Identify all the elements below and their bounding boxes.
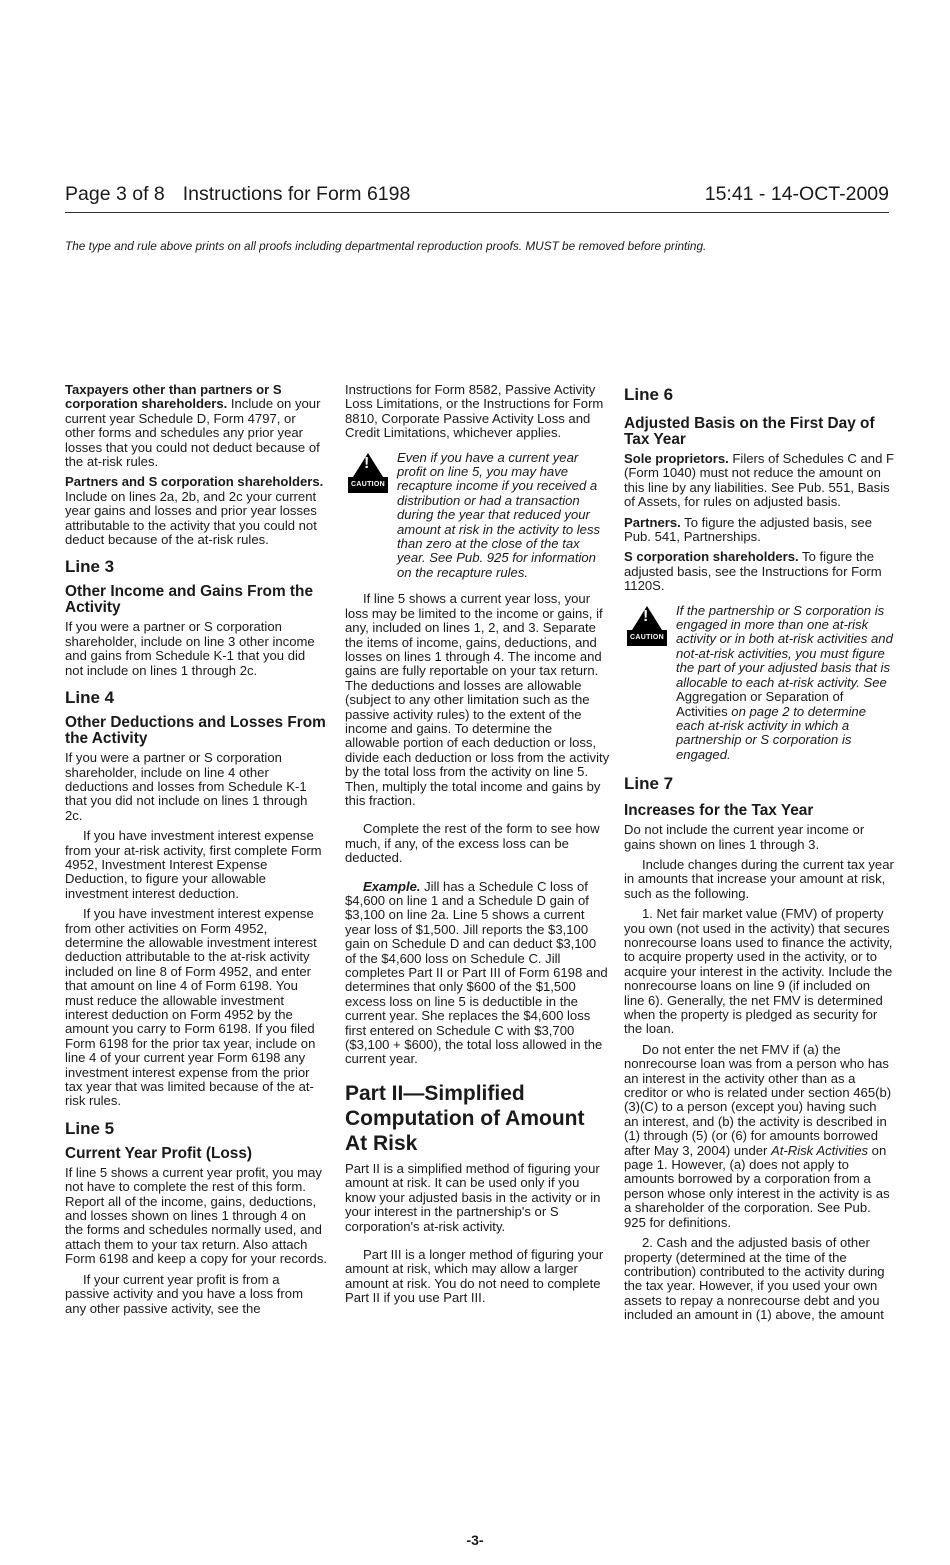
paragraph bbox=[624, 1043, 894, 1230]
heading-line-7: Line 7 bbox=[624, 774, 674, 794]
column-2 bbox=[345, 383, 610, 1312]
bold-lead: Sole proprietors. bbox=[624, 451, 729, 466]
caution-text: Even if you have a current year profit on line 5, you may have recapture income if you received a distribution or had a transaction during the year that reduced your amount at risk in the activity to less than zero at the close of the tax year. See Pub. 925 for information on the recapture rules. bbox=[397, 449, 601, 580]
text: on page 1. However, (a) does not apply to amounts borrowed by a corporation from a person whose only interest in the activity is as a shareholder of the corporation. See Pub. 925 for definitions. bbox=[624, 1142, 890, 1230]
paragraph bbox=[624, 452, 894, 510]
page-number: -3- bbox=[466, 1532, 484, 1548]
paragraph: 1. Net fair market value (FMV) of property you own (not used in the activity) that secures nonrecourse loans used to finance the activity, to acquire property used in the activity, or to acquire your interest in the activity. Include the nonrecourse loans on line 9 (if included on line 6). Generally, the net FMV is determined when the property is pledged as security for the loan. bbox=[624, 906, 893, 1037]
subheading-line-5: Current Year Profit (Loss) bbox=[65, 1144, 253, 1162]
text: To figure the adjusted basis, see Pub. 541, Partnerships. bbox=[624, 514, 872, 545]
text: Jill has a Schedule C loss of $4,600 on line 1 and a Schedule D gain of $3,100 on line 2a. Line 5 shows a current year loss of $1,500. Jill reports the $3,100 gain on Schedule D and can deduct $3,100 of the $4,600 loss on Schedule C. Jill completes Part II or Part III of Form 6198 and determines that only $600 of the $1,500 excess loss on line 5 is deductible in the current year. She replaces the $4,600 loss first entered on Schedule C with $3,700 ($3,100 + $600), the total loss allowed in the current year. bbox=[345, 878, 608, 1067]
heading-line-6: Line 6 bbox=[624, 385, 674, 404]
paragraph: Instructions for Form 8582, Passive Activity Loss Limitations, or the Instructions for Form 8810, Corporate Passive Activity Loss and Credit Limitations, whichever applies. bbox=[345, 382, 604, 441]
text: To figure the adjusted basis, see the Instructions for Form 1120S. bbox=[624, 549, 882, 594]
paragraph: If line 5 shows a current year loss, your loss may be limited to the income or gains, if any, included on lines 1, 2, and 3. Separate the items of income, gains, deductions, and losses on lines 1 through 4. The income and gains are fully reportable on your tax return. The deductions and losses are allowable (subject to any other limitation such as the passive activity rules) to the extent of the income and gains. To determine the allowable portion of each deduction or loss, divide each deduction or loss from the activity by the total loss from the activity on line 5. Then, multiply the total income and gains by this fraction. bbox=[345, 591, 610, 808]
text: Aggregation or Separation of Activities bbox=[676, 689, 844, 719]
paragraph bbox=[624, 516, 894, 545]
example-label: Example. bbox=[363, 878, 421, 894]
paragraph: 2. Cash and the adjusted basis of other property (determined at the time of the contribution) contributed to the activity during the tax year. However, if you used your own assets to repay a nonrecourse debt and you included an amount in (1) above, the amount bbox=[624, 1235, 885, 1323]
paragraph bbox=[65, 475, 327, 547]
caution-box bbox=[345, 451, 610, 581]
subheading-line-4: Other Deductions and Losses From the Activity bbox=[65, 714, 326, 748]
paragraph: If you have investment interest expense from other activities on Form 4952, determine the allowable investment interest deduction attributable to the at-risk activity included on line 8 of Form 4952, and enter that amount on line 4 of Form 6198. You must reduce the allowable investment interest deduction on Form 4952 by the amount you carry to Form 6198. If you filed Form 6198 for the prior tax year, include on line 4 of your current year Form 6198 any investment interest expense from the prior tax year that was limited because of the at-risk rules. bbox=[65, 906, 317, 1109]
paragraph: If line 5 shows a current year profit, you may not have to complete the rest of this form. Report all of the income, gains, deductions, and losses shown on lines 1 through 4 on the forms and schedules normally used, and attach them to your tax return. Also attach Form 6198 and keep a copy for your records. bbox=[65, 1164, 328, 1267]
column-1 bbox=[65, 383, 327, 1322]
subheading-line-7: Increases for the Tax Year bbox=[624, 802, 814, 820]
caution-label: CAUTION bbox=[348, 477, 388, 493]
caution-icon: ! CAUTION bbox=[624, 606, 670, 646]
heading-line-5: Line 5 bbox=[65, 1118, 115, 1138]
heading-line-4: Line 4 bbox=[65, 688, 115, 708]
caution-box bbox=[624, 604, 894, 762]
paragraph: Do not include the current year income or gains shown on lines 1 through 3. bbox=[624, 822, 865, 852]
bold-lead: Partners. bbox=[624, 514, 681, 530]
paragraph: If your current year profit is from a passive activity and you have a loss from any other passive activity, see the bbox=[65, 1271, 303, 1316]
heading-part-2: Part II—Simplified Computation of Amount At Risk bbox=[345, 1081, 585, 1155]
paragraph bbox=[624, 550, 894, 593]
text: on page 2 to determine each at-risk activity in which a partnership or S corporation is engaged. bbox=[676, 703, 866, 762]
paragraph: Include changes during the current tax year in amounts that increase your amount at risk, such as the following. bbox=[624, 856, 894, 901]
text: If the partnership or S corporation is engaged in more than one at-risk activity or in both at-risk activities and not-at-risk activities, you must figure the part of your adjusted basis that is allocable to each at-risk activity. See bbox=[676, 602, 893, 690]
subheading-line-3: Other Income and Gains From the Activity bbox=[65, 583, 314, 617]
text: Include on lines 2a, 2b, and 2c your current year gains and losses and prior year losses attributable to the activity that you could not deduct because of the at-risk rules. bbox=[65, 488, 317, 548]
subheading-line-6: Adjusted Basis on the First Day of Tax Year bbox=[624, 415, 875, 448]
header-timestamp: 15:41 - 14-OCT-2009 bbox=[704, 183, 889, 205]
bold-lead: Partners and S corporation shareholders. bbox=[65, 474, 324, 490]
header-left bbox=[65, 183, 410, 206]
bold-lead: S corporation shareholders. bbox=[624, 549, 799, 565]
header-rule bbox=[65, 212, 889, 213]
header-title: Instructions for Form 6198 bbox=[182, 183, 411, 205]
paragraph: If you have investment interest expense from your at-risk activity, first complete Form 4952, Investment Interest Expense Deduction, to figure your allowable investment interest deduction. bbox=[65, 828, 322, 901]
text: Filers of Schedules C and F (Form 1040) must not reduce the amount on this line by any liabilities. See Pub. 551, Basis of Assets, for rules on adjusted basis. bbox=[624, 451, 894, 510]
paragraph: Part III is a longer method of figuring your amount at risk, which may allow a larger amount at risk. You do not need to complete Part II if you use Part III. bbox=[345, 1246, 604, 1306]
caution-text bbox=[676, 604, 894, 762]
paragraph: If you were a partner or S corporation shareholder, include on line 3 other income and gains from Schedule K-1 that you did not include on lines 1 through 2c. bbox=[65, 619, 315, 678]
caution-icon: ! CAUTION bbox=[345, 453, 391, 493]
paragraph bbox=[345, 880, 610, 1067]
heading-line-3: Line 3 bbox=[65, 557, 115, 577]
text: Do not enter the net FMV if (a) the nonrecourse loan was from a person who has an interest in the activity other than as a creditor or who is related under section 465(b)(3)(C) to a person (except you) having such an interest, and (b) the activity is described in (1) through (5) (or (6) for amounts borrowed after May 3, 2004) under bbox=[624, 1041, 892, 1158]
text: At-Risk Activities bbox=[771, 1142, 869, 1158]
header-page: Page 3 of 8 bbox=[65, 183, 165, 205]
proof-note: The type and rule above prints on all proofs including departmental reproduction proofs. MUST be removed before printing. bbox=[65, 239, 707, 253]
bold-lead: Taxpayers other than partners or S corporation shareholders. bbox=[65, 382, 282, 412]
text: Include on your current year Schedule D, Form 4797, or other forms and schedules any prior year losses that you could not deduct because of the at-risk rules. bbox=[65, 396, 321, 470]
caution-label: CAUTION bbox=[627, 630, 667, 646]
paragraph: Complete the rest of the form to see how much, if any, of the excess loss can be deducted. bbox=[345, 821, 600, 866]
paragraph bbox=[65, 383, 327, 469]
column-3 bbox=[624, 383, 894, 1329]
paragraph: If you were a partner or S corporation shareholder, include on line 4 other deductions and losses from Schedule K-1 that you did not include on lines 1 through 2c. bbox=[65, 750, 308, 823]
paragraph: Part II is a simplified method of figuring your amount at risk. It can be used only if you know your adjusted basis in the activity or in your interest in the partnership's or S corporation's at-risk activity. bbox=[345, 1160, 601, 1234]
